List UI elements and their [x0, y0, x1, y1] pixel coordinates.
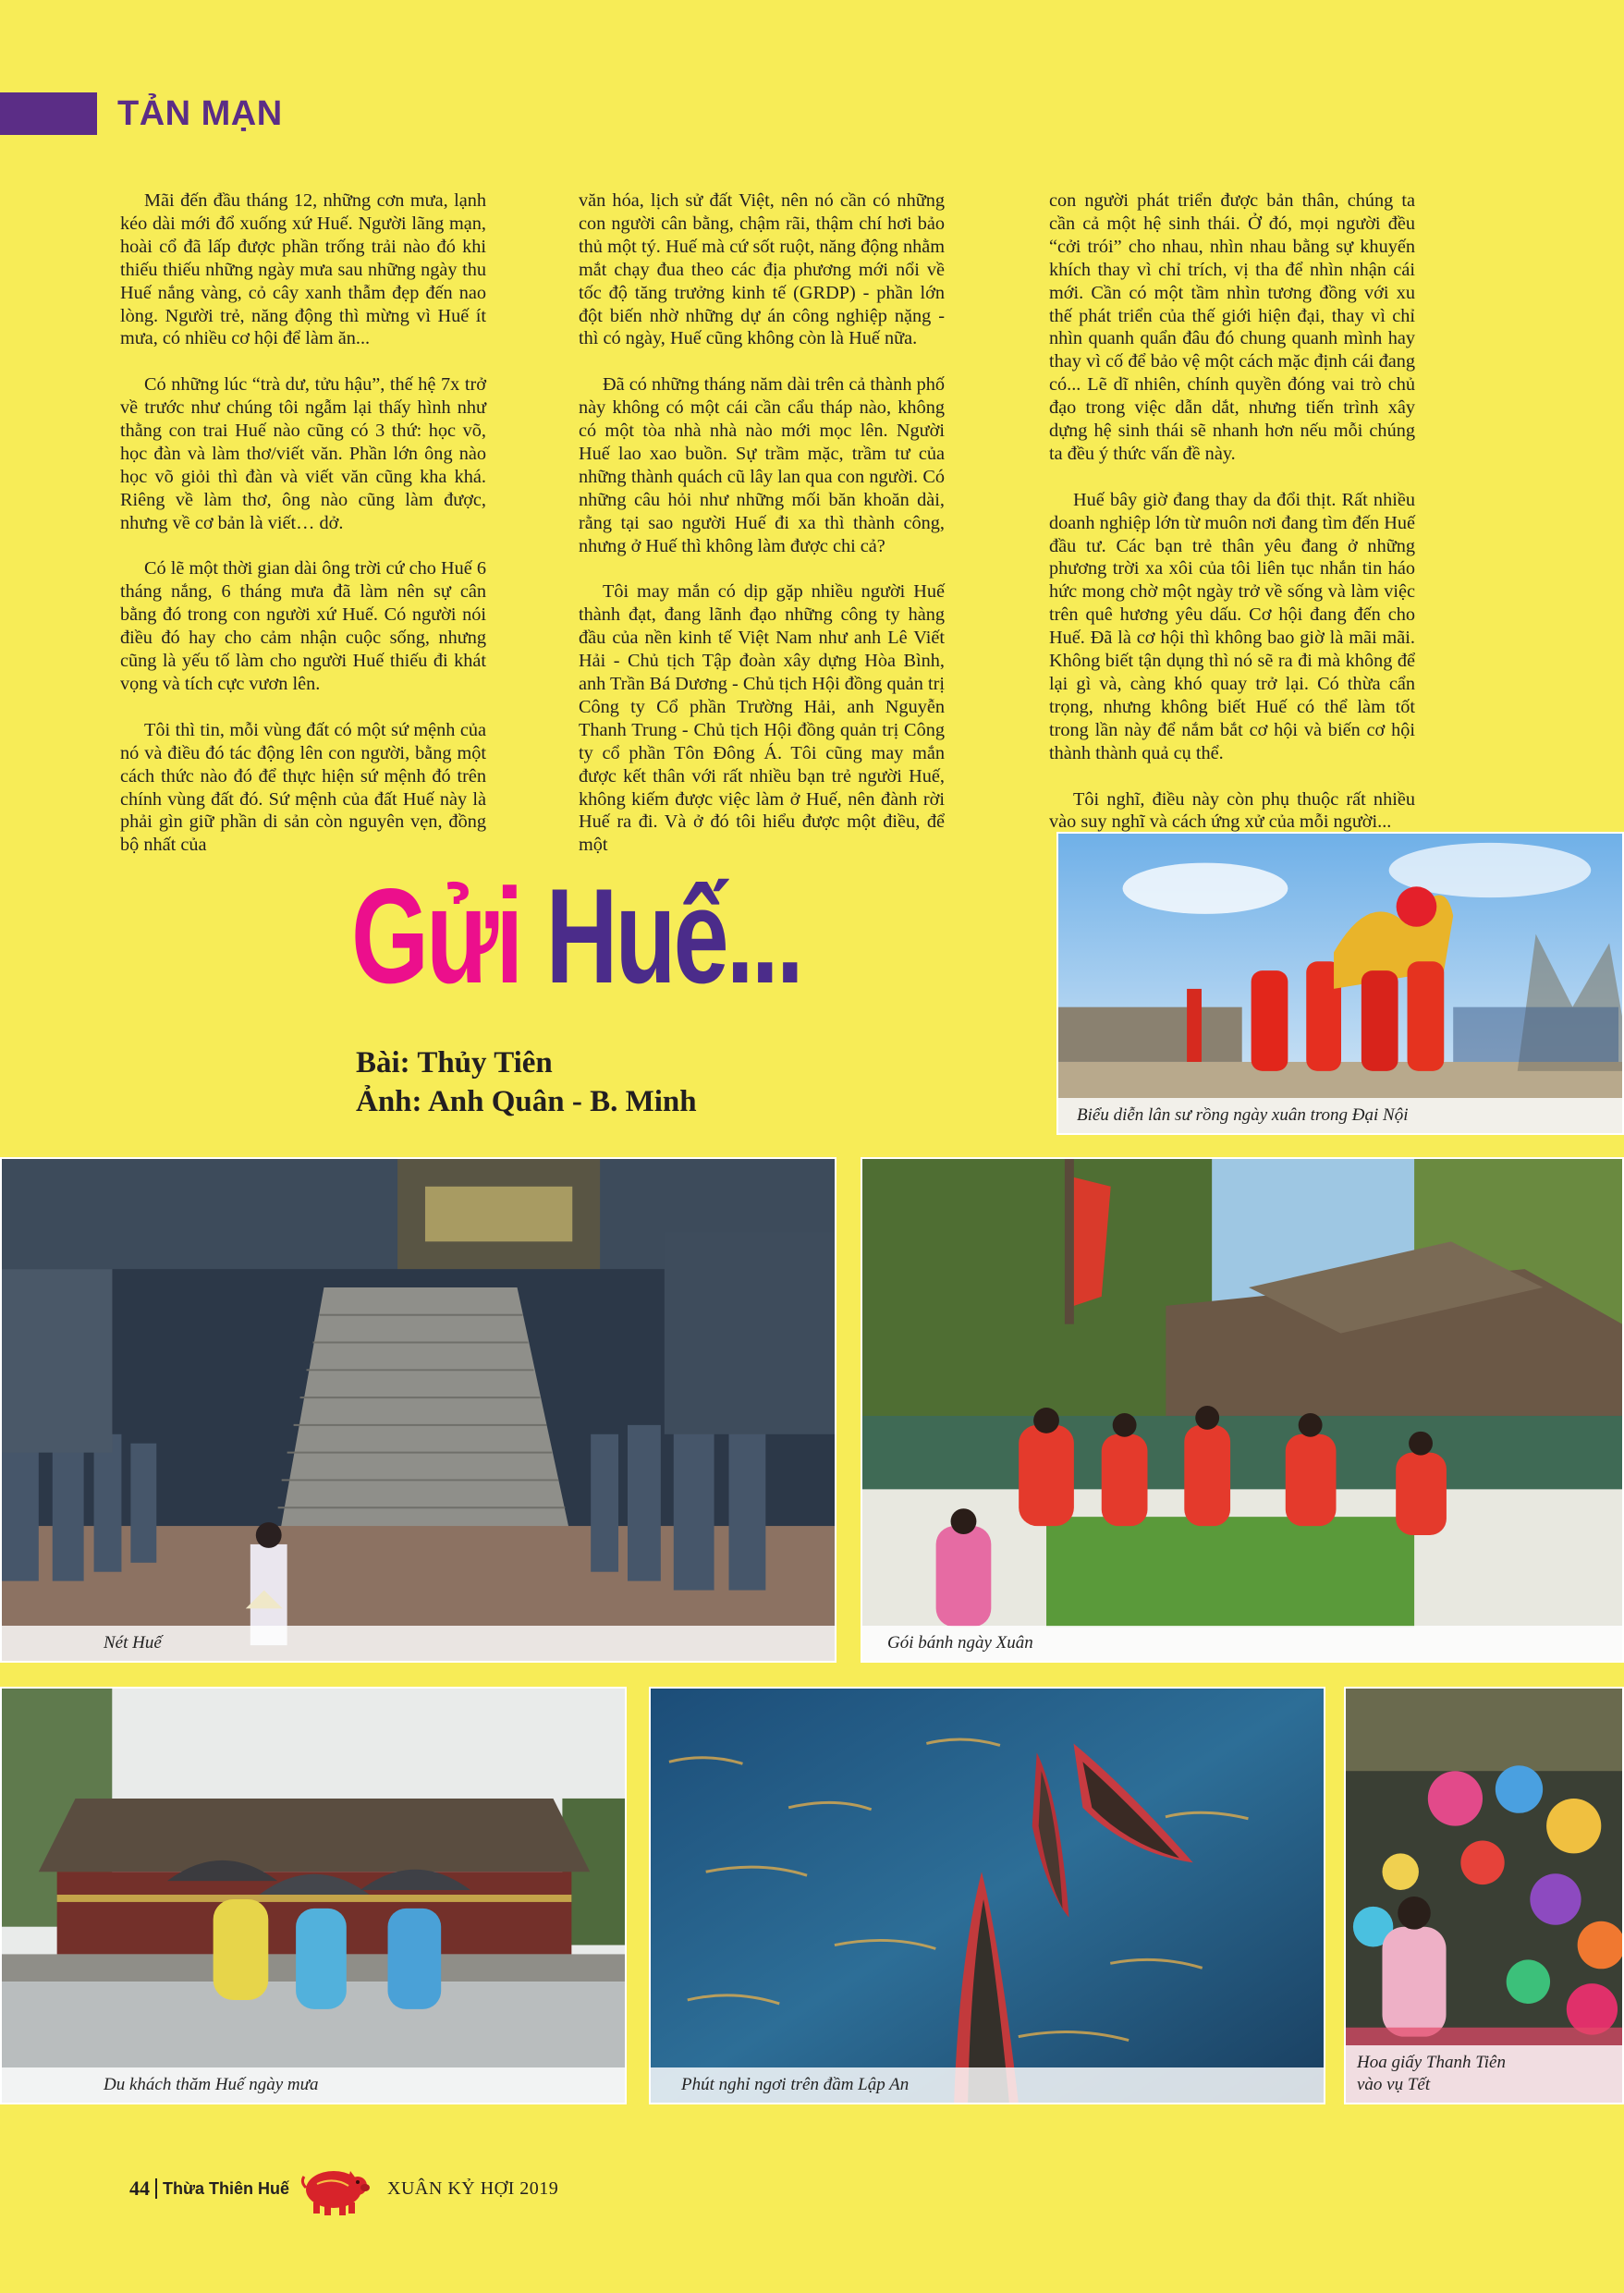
paragraph: Đã có những tháng năm dài trên cả thành phố này không có một cái cần cẩu tháp nào, không có một tòa nhà nhà nào mới mọc lên. Người Huế lao xao buồn. Sự trầm mặc, trầm tư của những thành quách cũ lây lan qua con người. Có những câu hỏi như những mối băn khoăn dài, rằng tại sao người Huế đi xa thì thành công, nhưng ở Huế thì không làm được chi cả?	[579, 374, 945, 556]
article-column-3	[1049, 189, 1415, 834]
paragraph: Có lẽ một thời gian dài ông trời cứ cho Huế 6 tháng nắng, 6 tháng mưa đã làm nên sự cân bằng đó trong con người xứ Huế. Có người nói điều đó hay cho cảm nhận cuộc sống, nhưng cũng là yếu tố làm cho người Huế thiếu đi khát vọng và tích cực vươn lên.	[120, 558, 486, 694]
photo-paper-flowers	[1344, 1687, 1624, 2104]
caption-dragon-dance: Biểu diễn lân sư rồng ngày xuân trong Đại Nội	[1058, 1098, 1622, 1133]
paragraph: văn hóa, lịch sử đất Việt, nên nó cần có những con người cân bằng, chậm rãi, thậm chí hơi bảo thủ một tý. Huế mà cứ sốt ruột, năng động nhằm mắt chạy đua theo các địa phương mới nổi về tốc độ tăng trưởng kinh tế (GRDP) - phần lớn đột biến nhờ những dự án công nghiệp nặng - thì có ngày, Huế cũng không còn là Huế nữa.	[579, 190, 945, 349]
caption-paper-flowers	[1346, 2045, 1622, 2103]
photo-banh	[861, 1157, 1624, 1663]
title-part-2: Huế...	[545, 860, 801, 1011]
caption-boats: Phút nghỉ ngơi trên đầm Lập An	[651, 2067, 1324, 2103]
caption-line: Hoa giấy Thanh Tiên	[1357, 2053, 1506, 2072]
caption-banh: Gói bánh ngày Xuân	[862, 1626, 1622, 1661]
caption-line: vào vụ Tết	[1357, 2075, 1431, 2094]
paragraph: Mãi đến đầu tháng 12, những cơn mưa, lạnh kéo dài mới đổ xuống xứ Huế. Người lãng mạn, hoài cổ đã lấp được phần trống trải nào đó khi thiếu thiếu những ngày mưa sau những ngày thu Huế nắng vàng, cỏ cây xanh thẫm đẹp đến nao lòng. Người trẻ, năng động thì mừng vì Huế ít mưa, có nhiều cơ hội để làm ăn...	[120, 190, 486, 349]
article-title	[351, 858, 801, 1015]
paragraph: con người phát triển được bản thân, chúng ta cần cả một hệ sinh thái. Ở đó, mọi người đều “cởi trói” cho nhau, nhìn nhau bằng sự khuyến khích thay vì chỉ trích, vị tha để nhìn nhận cái mới. Cần có một tầm nhìn tương đồng với xu thế phát triển của thế giới hiện đại, thay vì chỉ nhìn quanh quẩn đâu đó chung quanh mình hay thay vì cố để bảo vệ một cách mặc định cái đang có... Lẽ dĩ nhiên, chính quyền đóng vai trò chủ đạo trong việc dẫn dắt, nhưng tiến trình xây dựng hệ sinh thái sẽ nhanh hơn nếu mỗi chúng ta đều ý thức vấn đề này.	[1049, 190, 1415, 464]
byline-photos: Ảnh: Anh Quân - B. Minh	[356, 1085, 697, 1118]
section-color-bar	[0, 92, 97, 135]
photo-dragon-dance	[1056, 832, 1624, 1135]
paragraph: Tôi nghĩ, điều này còn phụ thuộc rất nhiều vào suy nghĩ và cách ứng xử của mỗi người...	[1049, 788, 1415, 833]
photo-tourists-rain	[0, 1687, 627, 2104]
issue-label: XUÂN KỶ HỢI 2019	[387, 2177, 559, 2199]
paragraph: Có những lúc “trà dư, tửu hậu”, thế hệ 7x trở về trước như chúng tôi ngẫm lại thấy hình như thằng con trai Huế nào cũng có 3 thứ: học võ, học đàn và làm thơ/viết văn. Phần lớn ông nào học võ giỏi thì đàn và viết văn cũng kha khá. Riêng về làm thơ, ông nào cũng làm được, nhưng về cơ bản là viết… dở.	[120, 374, 486, 533]
caption-net-hue: Nét Huế	[2, 1626, 835, 1661]
article-column-1	[120, 189, 486, 857]
title-part-1: Gửi	[351, 860, 546, 1011]
page-number: 44	[129, 2177, 150, 2200]
byline-author: Bài: Thủy Tiên	[356, 1046, 553, 1079]
caption-tourists-rain: Du khách thăm Huế ngày mưa	[2, 2067, 625, 2103]
magazine-name: Thừa Thiên Huế	[163, 2178, 290, 2198]
paragraph: Tôi thì tin, mỗi vùng đất có một sứ mệnh của nó và điều đó tác động lên con người, bằng một cách thức nào đó để thực hiện sứ mệnh đó trên chính vùng đất đó. Sứ mệnh của đất Huế này là phải gìn giữ phần di sản còn nguyên vẹn, đồng bộ nhất của	[120, 719, 486, 856]
pig-icon	[297, 2160, 371, 2217]
paragraph: Huế bây giờ đang thay da đổi thịt. Rất nhiều doanh nghiệp lớn từ muôn nơi đang tìm đến Huế đầu tư. Các bạn trẻ thân yêu đang ở những phương trời xa xôi của tôi liên tục nhắn tin háo hức mong chờ một ngày trở về sống và làm việc trên quê hương yêu dấu. Cơ hội đang đến cho Huế. Đã là cơ hội thì không bao giờ là mãi mãi. Không biết tận dụng thì nó sẽ ra đi mà không để lại gì và, càng khó quay trở lại. Có thừa cẩn trọng, nhưng không biết Huế có thể làm tốt trong lần này để nắm bắt cơ hội và biến cơ hội thành thành quả cụ thể.	[1049, 489, 1415, 763]
photo-net-hue	[0, 1157, 836, 1663]
article-column-2	[579, 189, 945, 857]
section-label: TẢN MẠN	[117, 94, 283, 133]
footer-divider	[155, 2178, 157, 2199]
paragraph: Tôi may mắn có dịp gặp nhiều người Huế thành đạt, đang lãnh đạo những công ty hàng đầu của nền kinh tế Việt Nam như anh Lê Viết Hải - Chủ tịch Tập đoàn xây dựng Hòa Bình, anh Trần Bá Dương - Chủ tịch Hội đồng quản trị Công ty Cổ phần Trường Hải, anh Nguyễn Thanh Trung - Chủ tịch Hội đồng quản trị Công ty cổ phần Tôn Đông Á. Tôi cũng may mắn được kết thân với rất nhiều bạn trẻ người Huế, không kiếm được việc làm ở Huế, nên đành rời Huế ra đi. Và ở đó tôi hiểu được một điều, để một	[579, 581, 945, 856]
photo-boats	[649, 1687, 1325, 2104]
page-footer	[129, 2170, 558, 2207]
